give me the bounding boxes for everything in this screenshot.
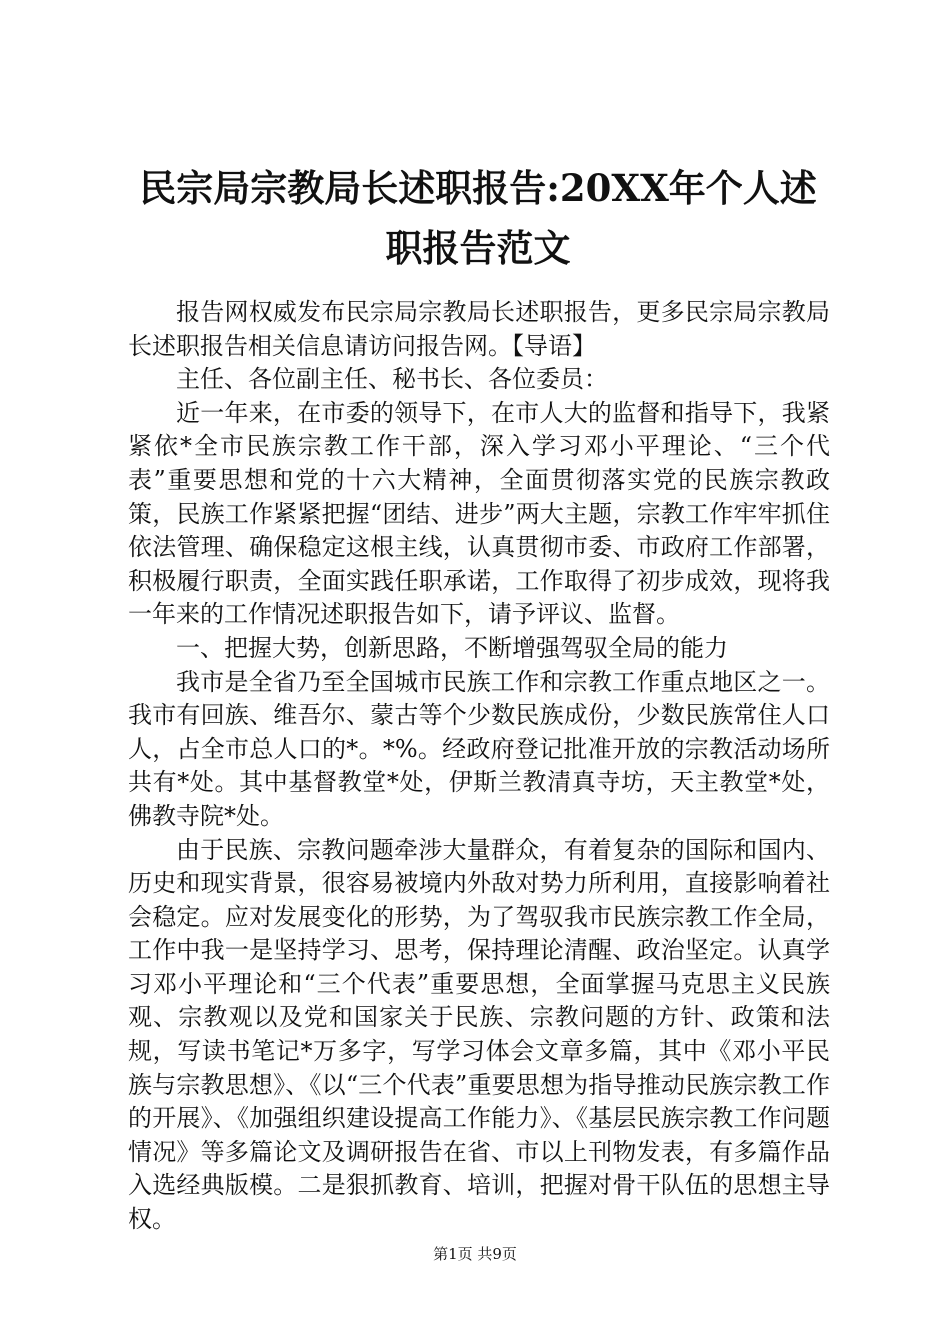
paragraph-city-overview: 我市是全省乃至全国城市民族工作和宗教工作重点地区之一。我市有回族、维吾尔、蒙古等个少数民族成份，少数民族常住人口人，占全市总人口的*。*%。经政府登记批准开放的宗教活动场所共有*处。其中基督教堂*处，伊斯兰教清真寺坊，天主教堂*处，佛教寺院*处。 — [128, 667, 830, 830]
paragraph-intro: 报告网权威发布民宗局宗教局长述职报告，更多民宗局宗教局长述职报告相关信息请访问报告网。【导语】 — [128, 298, 830, 360]
page-number: 第1页 共9页 — [433, 1245, 517, 1263]
document-body — [128, 296, 830, 1237]
section-heading-1: 一、把握大势，创新思路，不断增强驾驭全局的能力 — [176, 633, 728, 662]
paragraph-summary: 近一年来，在市委的领导下，在市人大的监督和指导下，我紧紧依*全市民族宗教工作干部，深入学习邓小平理论、“三个代表”重要思想和党的十六大精神，全面贯彻落实党的民族宗教政策，民族工作紧紧把握“团结、进步”两大主题，宗教工作牢牢抓住依法管理、确保稳定这根主线，认真贯彻市委、市政府工作部署，积极履行职责，全面实践任职承诺，工作取得了初步成效，现将我一年来的工作情况述职报告如下，请予评议、监督。 — [128, 398, 830, 629]
document-title: 民宗局宗教局长述职报告:20XX年个人述职报告范文 — [139, 166, 817, 270]
paragraph-work-details: 由于民族、宗教问题牵涉大量群众，有着复杂的国际和国内、历史和现实背景，很容易被境内外敌对势力所利用，直接影响着社会稳定。应对发展变化的形势，为了驾驭我市民族宗教工作全局，工作中我一是坚持学习、思考，保持理论清醒、政治坚定。认真学习邓小平理论和“三个代表”重要思想，全面掌握马克思主义民族观、宗教观以及党和国家关于民族、宗教问题的方针、政策和法规，写读书笔记*万多字，写学习体会文章多篇，其中《邓小平民族与宗教思想》、《以“三个代表”重要思想为指导推动民族宗教工作的开展》、《加强组织建设提高工作能力》、《基层民族宗教工作问题情况》等多篇论文及调研报告在省、市以上刊物发表，有多篇作品入选经典版模。二是狠抓教育、培训，把握对骨干队伍的思想主导权。 — [128, 835, 830, 1234]
paragraph-salutation: 主任、各位副主任、秘书长、各位委员： — [176, 365, 608, 394]
